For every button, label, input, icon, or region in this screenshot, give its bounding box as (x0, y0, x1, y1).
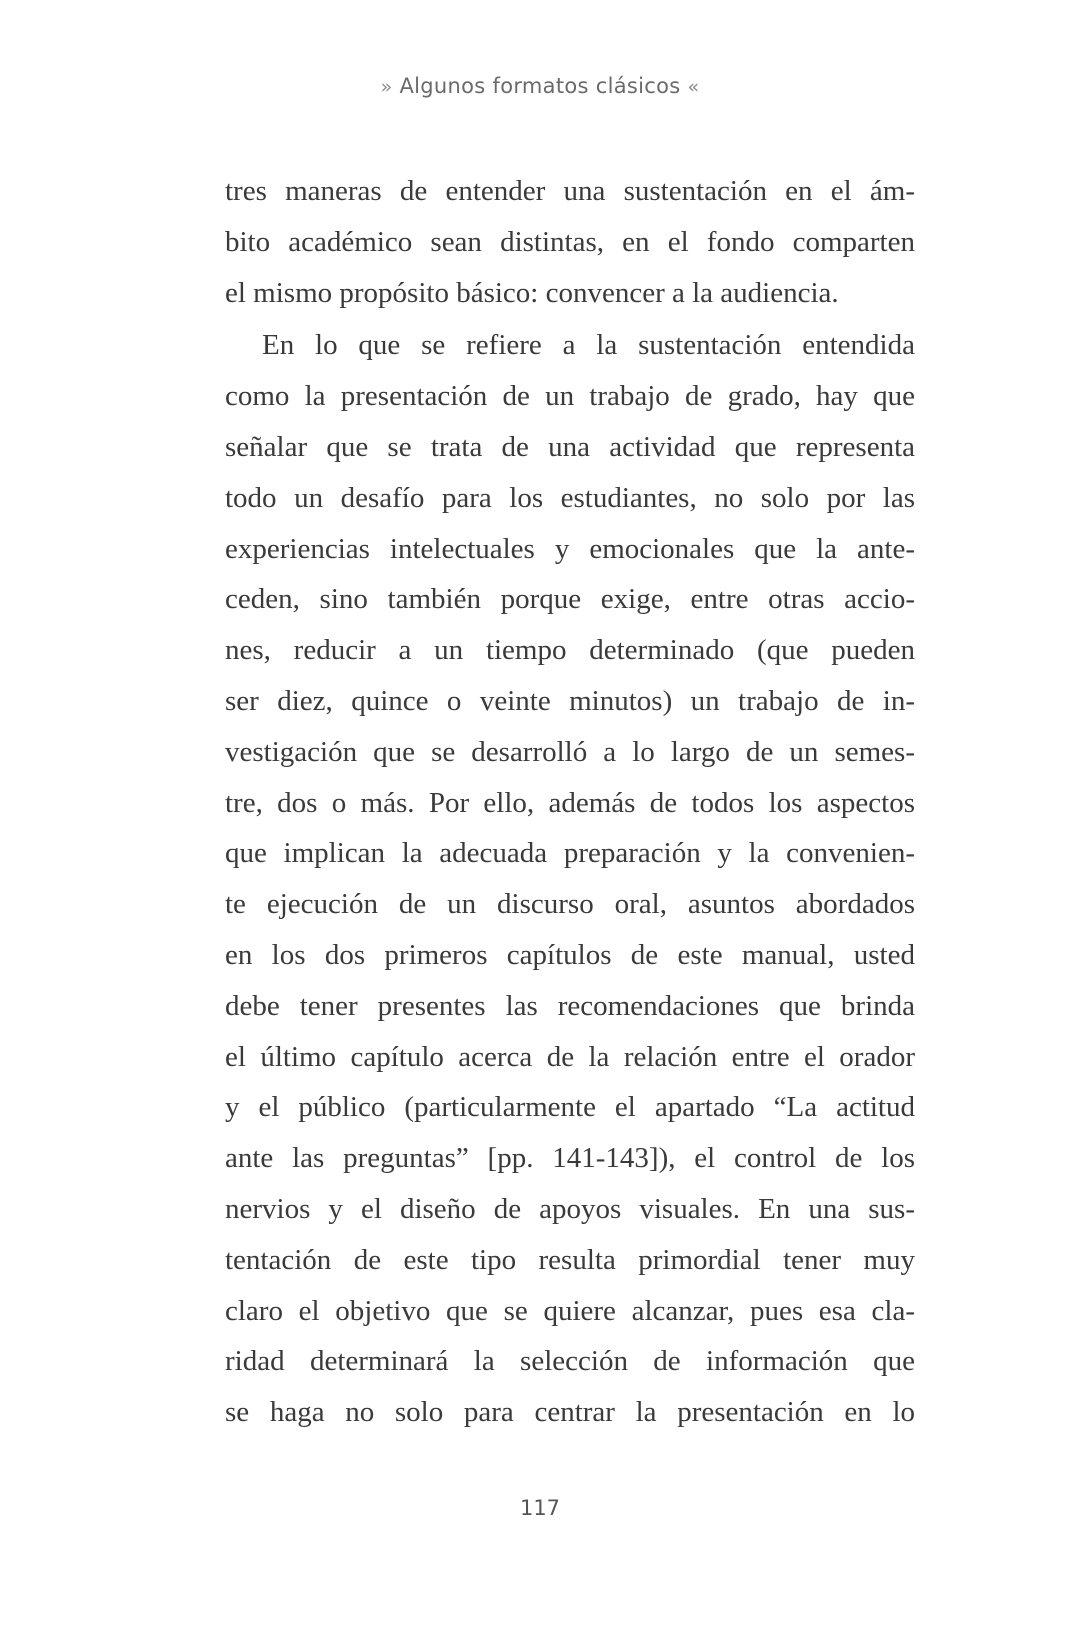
text-line: como la presentación de un trabajo de grado, hay que (225, 380, 915, 413)
text-line: tentación de este tipo resulta primordial tener muy (225, 1243, 915, 1276)
page-number: 117 (519, 1496, 561, 1520)
text-line: experiencias intelectuales y emocionales que la ante- (225, 532, 915, 565)
text-line: todo un desafío para los estudiantes, no solo por las (225, 481, 915, 514)
text-line: en los dos primeros capítulos de este manual, usted (225, 938, 915, 971)
text-line: tre, dos o más. Por ello, además de todos los aspectos (225, 786, 915, 819)
text-line: ridad determinará la selección de información que (225, 1345, 915, 1378)
text-line: claro el objetivo que se quiere alcanzar, pues esa cla- (225, 1294, 915, 1327)
text-line: vestigación que se desarrolló a lo largo de un semes- (225, 735, 915, 768)
body-text (225, 166, 915, 1438)
text-line: ser diez, quince o veinte minutos) un trabajo de in- (225, 684, 915, 717)
header-open-mark: » (380, 76, 393, 98)
text-line: el último capítulo acerca de la relación entre el orador (225, 1040, 915, 1073)
text-line: que implican la adecuada preparación y la convenien- (225, 837, 915, 870)
text-line: te ejecución de un discurso oral, asuntos abordados (225, 888, 915, 921)
text-line: y el público (particularmente el apartado “La actitud (225, 1091, 915, 1124)
text-line: bito académico sean distintas, en el fondo comparten (225, 225, 915, 258)
text-line: ceden, sino también porque exige, entre otras accio- (225, 583, 915, 616)
text-line: ante las preguntas” [pp. 141-143]), el control de los (225, 1142, 915, 1175)
paragraph-continuation (225, 166, 915, 318)
text-line: En lo que se refiere a la sustentación entendida (262, 329, 915, 362)
running-header (0, 74, 1080, 98)
text-line: tres maneras de entender una sustentación en el ám- (225, 175, 915, 207)
text-line: se haga no solo para centrar la presentación en lo (225, 1396, 915, 1429)
text-line: señalar que se trata de una actividad que representa (225, 430, 915, 463)
header-close-mark: « (687, 76, 700, 98)
paragraph (225, 320, 915, 1438)
text-line: debe tener presentes las recomendaciones que brinda (225, 989, 915, 1022)
text-line: nervios y el diseño de apoyos visuales. En una sus- (225, 1192, 915, 1225)
text-line: nes, reducir a un tiempo determinado (que pueden (225, 634, 915, 667)
text-line: el mismo propósito básico: convencer a la audiencia. (225, 276, 839, 309)
header-title: Algunos formatos clásicos (399, 74, 681, 98)
